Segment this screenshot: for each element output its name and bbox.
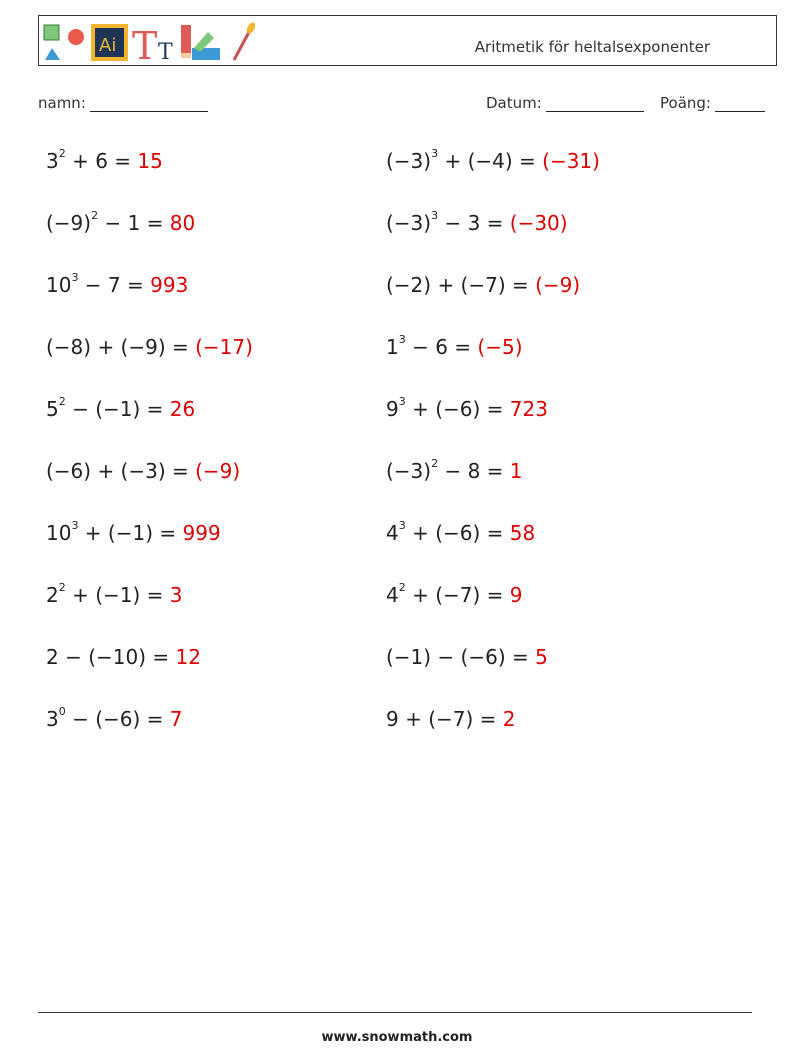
problem-operation: + (−6) =: [405, 397, 510, 421]
problem-exponent: 3: [398, 333, 406, 346]
logo-icons: [42, 18, 262, 66]
problem-base: (−6) + (−3) =: [46, 459, 196, 483]
problem-answer: 5: [535, 645, 548, 669]
problem-answer: 993: [150, 273, 189, 297]
problem-base: 3: [46, 149, 59, 173]
problem-exponent: 2: [58, 395, 66, 408]
problem-exponent: 2: [58, 147, 66, 160]
worksheet-header: [38, 15, 777, 66]
problem-exponent: 3: [71, 271, 79, 284]
score-blank: [715, 96, 765, 112]
ruler-pencil-icon: [181, 25, 220, 60]
problem-base: 10: [46, 273, 72, 297]
problem-answer: 26: [169, 397, 196, 421]
problem-operation: + (−4) =: [438, 149, 543, 173]
problem-operation: − 8 =: [438, 459, 510, 483]
problem-operation: − 6 =: [405, 335, 478, 359]
problem-item: [386, 211, 568, 235]
footer-url: www.snowmath.com: [321, 1030, 473, 1045]
brush-icon: [234, 21, 257, 60]
problem-exponent: 3: [398, 519, 406, 532]
problem-item: [386, 149, 600, 173]
problem-base: (−8) + (−9) =: [46, 335, 196, 359]
problem-base: (−3): [386, 459, 432, 483]
name-field: [38, 94, 208, 112]
problem-answer: (−5): [477, 335, 523, 359]
problem-exponent: 3: [431, 209, 439, 222]
footer-divider: [38, 1012, 752, 1013]
problem-exponent: 2: [58, 581, 66, 594]
problem-base: 4: [386, 521, 399, 545]
problem-item: [46, 521, 221, 545]
problem-base: 2 − (−10) =: [46, 645, 176, 669]
problem-item: [46, 459, 240, 483]
date-blank: [546, 96, 644, 112]
problem-answer: 723: [509, 397, 548, 421]
problem-item: [46, 645, 201, 669]
problem-exponent: 2: [431, 457, 439, 470]
problem-base: 4: [386, 583, 399, 607]
problem-base: 9: [386, 397, 399, 421]
problem-operation: − (−1) =: [65, 397, 170, 421]
score-field: [660, 94, 765, 112]
problem-base: 5: [46, 397, 59, 421]
svg-text:T: T: [132, 24, 158, 66]
problem-answer: 15: [137, 149, 163, 173]
problem-operation: + (−7) =: [405, 583, 510, 607]
date-label: Datum:: [486, 94, 542, 112]
problem-answer: 58: [509, 521, 536, 545]
problem-item: [46, 149, 163, 173]
problem-operation: − 7 =: [78, 273, 151, 297]
problem-answer: 9: [509, 583, 523, 607]
problem-item: [386, 273, 580, 297]
problem-operation: + 6 =: [65, 149, 138, 173]
problem-exponent: 3: [398, 395, 406, 408]
problem-base: (−3): [386, 149, 432, 173]
problem-base: (−9): [46, 211, 92, 235]
problem-base: 9 + (−7) =: [386, 707, 503, 731]
problem-answer: 3: [169, 583, 183, 607]
name-blank: [90, 96, 208, 112]
problem-base: 1: [386, 335, 399, 359]
problem-item: [46, 211, 195, 235]
problem-answer: 2: [502, 707, 516, 731]
problem-answer: 7: [169, 707, 183, 731]
problem-base: 3: [46, 707, 59, 731]
problem-answer: 999: [182, 521, 221, 545]
score-label: Poäng:: [660, 94, 711, 112]
problem-answer: (−17): [195, 335, 253, 359]
problem-exponent: 3: [71, 519, 79, 532]
problem-answer: 12: [175, 645, 201, 669]
svg-text:Ai: Ai: [99, 35, 117, 56]
problem-base: (−1) − (−6) =: [386, 645, 536, 669]
problem-answer: 80: [169, 211, 196, 235]
problem-item: [386, 521, 535, 545]
problem-base: 10: [46, 521, 72, 545]
problem-item: [386, 645, 548, 669]
problem-operation: − 3 =: [438, 211, 510, 235]
problem-item: [386, 583, 523, 607]
problem-operation: − 1 =: [98, 211, 170, 235]
text-icon: [132, 24, 173, 66]
date-field: [486, 94, 644, 112]
problem-item: [386, 397, 548, 421]
shapes-icon: [44, 25, 84, 60]
problem-operation: + (−6) =: [405, 521, 510, 545]
problem-answer: (−30): [509, 211, 568, 235]
problem-answer: (−9): [195, 459, 241, 483]
problem-exponent: 2: [398, 581, 406, 594]
problem-item: [46, 335, 253, 359]
problem-item: [46, 583, 183, 607]
problem-answer: 1: [509, 459, 523, 483]
problem-item: [46, 273, 188, 297]
problem-item: [386, 707, 516, 731]
problem-exponent: 2: [91, 209, 99, 222]
problem-operation: − (−6) =: [65, 707, 170, 731]
name-label: namn:: [38, 94, 86, 112]
problem-item: [46, 707, 183, 731]
problem-item: [46, 397, 195, 421]
problem-answer: (−31): [542, 149, 600, 173]
problem-base: 2: [46, 583, 59, 607]
ai-icon: [91, 24, 128, 61]
svg-text:T: T: [158, 40, 173, 65]
problem-exponent: 3: [431, 147, 439, 160]
problem-operation: + (−1) =: [65, 583, 170, 607]
problem-answer: (−9): [535, 273, 581, 297]
problem-item: [386, 459, 523, 483]
problem-item: [386, 335, 523, 359]
problem-exponent: 0: [58, 705, 66, 718]
problem-operation: + (−1) =: [78, 521, 183, 545]
problem-base: (−3): [386, 211, 432, 235]
page-title: Aritmetik för heltalsexponenter: [474, 38, 710, 56]
problem-base: (−2) + (−7) =: [386, 273, 536, 297]
